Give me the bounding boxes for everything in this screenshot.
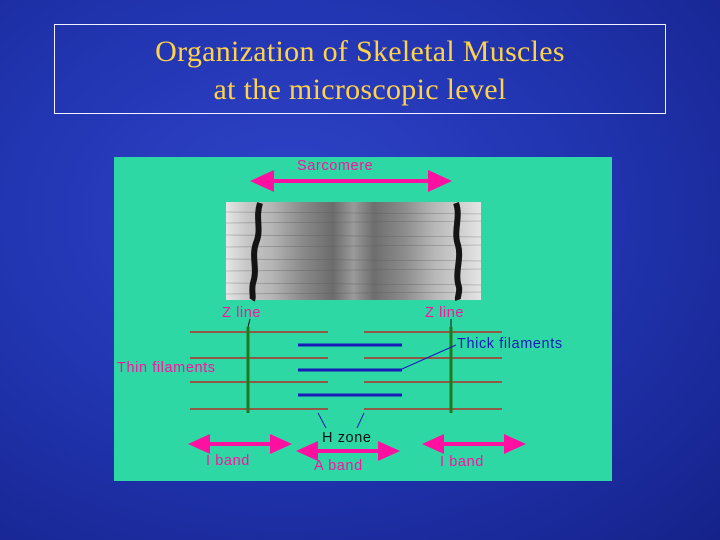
i-band-right-arrow bbox=[422, 434, 526, 454]
z-line-right-label: Z line bbox=[425, 305, 465, 321]
slide-title-line-2: at the microscopic level bbox=[213, 73, 507, 106]
z-line-left-label: Z line bbox=[222, 305, 262, 321]
i-band-right-label: I band bbox=[440, 454, 484, 470]
sarcomere-diagram bbox=[114, 157, 612, 481]
i-band-left-arrow bbox=[188, 434, 292, 454]
slide-title-box bbox=[54, 24, 666, 114]
electron-micrograph bbox=[226, 202, 481, 300]
thick-filaments bbox=[298, 345, 402, 395]
thin-filaments-label: Thin filaments bbox=[117, 360, 216, 376]
thick-filaments-label: Thick filaments bbox=[457, 336, 563, 352]
slide-title-line-1: Organization of Skeletal Muscles bbox=[155, 35, 565, 68]
h-zone-label: H zone bbox=[322, 430, 372, 446]
z-label-ticks bbox=[248, 319, 451, 327]
i-band-left-label: I band bbox=[206, 453, 250, 469]
a-band-label: A band bbox=[314, 458, 363, 474]
sarcomere-label: Sarcomere bbox=[297, 158, 374, 174]
micrograph-z-line-right bbox=[456, 203, 459, 300]
